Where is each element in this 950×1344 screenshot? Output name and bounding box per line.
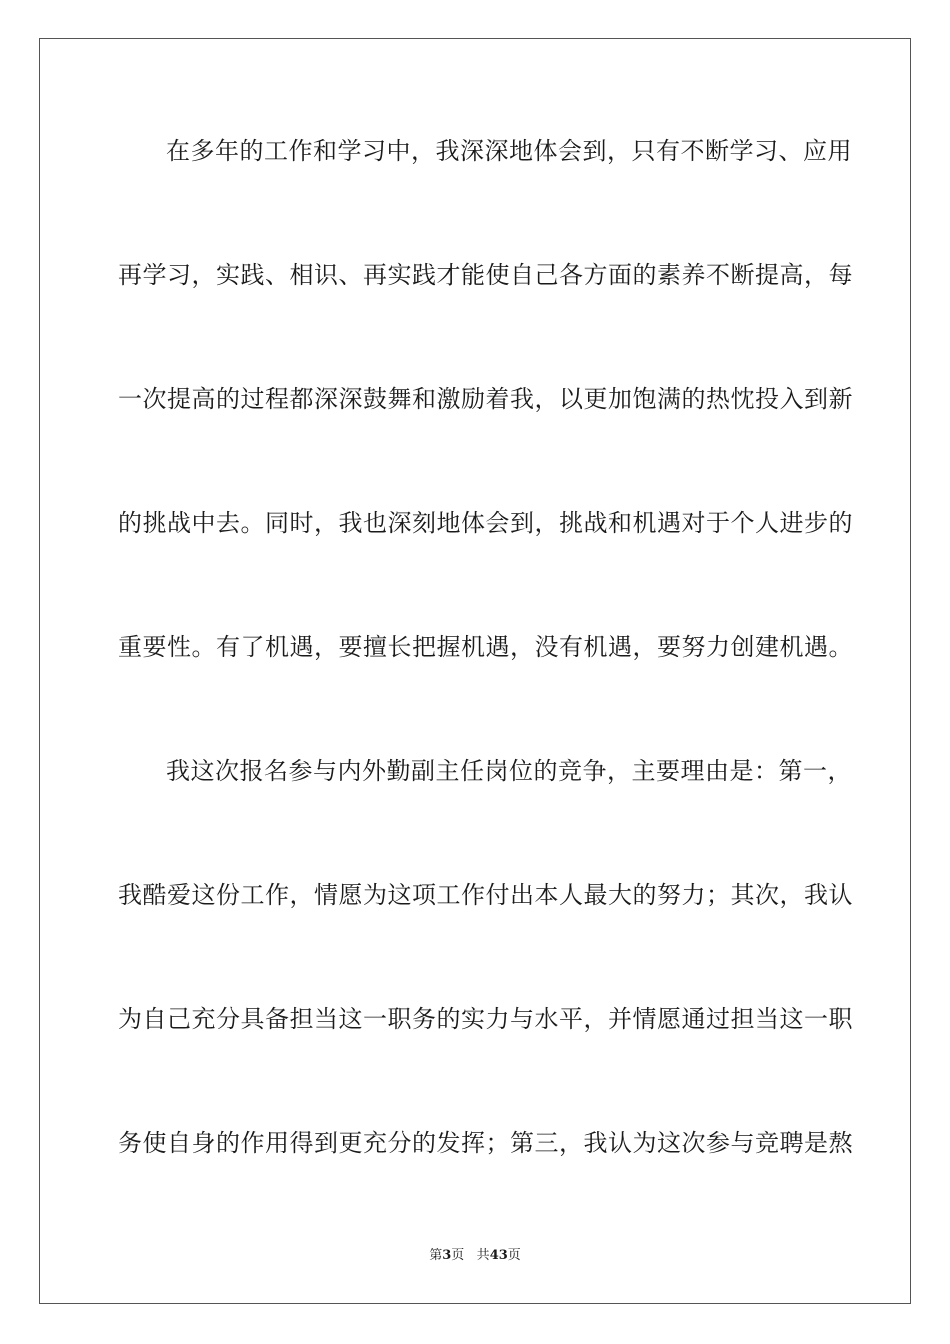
paragraph-2-line-2: 我酷爱这份工作，情愿为这项工作付出本人最大的努力；其次，我认 — [118, 881, 853, 909]
page-footer — [0, 1247, 950, 1265]
paragraph-1-line-4: 的挑战中去。同时，我也深刻地体会到，挑战和机遇对于个人进步的 — [118, 509, 853, 537]
paragraph-1-line-2: 再学习，实践、相识、再实践才能使自己各方面的素养不断提高，每 — [118, 261, 853, 289]
total-prefix: 共 — [476, 1248, 490, 1263]
page-prefix: 第 — [429, 1248, 443, 1263]
paragraph-2-line-3: 为自己充分具备担当这一职务的实力与水平，并情愿通过担当这一职 — [118, 1005, 853, 1033]
paragraph-1-line-1: 在多年的工作和学习中，我深深地体会到，只有不断学习、应用 — [166, 137, 852, 165]
total-suffix: 页 — [507, 1248, 521, 1263]
page-border — [39, 38, 911, 1304]
paragraph-2-line-1: 我这次报名参与内外勤副主任岗位的竞争，主要理由是：第一， — [166, 757, 852, 785]
paragraph-1-line-5: 重要性。有了机遇，要擅长把握机遇，没有机遇，要努力创建机遇。 — [118, 633, 853, 661]
paragraph-2-line-4: 务使自身的作用得到更充分的发挥；第三，我认为这次参与竞聘是熬 — [118, 1129, 853, 1157]
total-pages: 43 — [489, 1248, 508, 1263]
page-suffix: 页 — [451, 1248, 465, 1263]
paragraph-1-line-3: 一次提高的过程都深深鼓舞和激励着我，以更加饱满的热忱投入到新 — [118, 385, 853, 413]
page-number: 3 — [442, 1248, 452, 1263]
